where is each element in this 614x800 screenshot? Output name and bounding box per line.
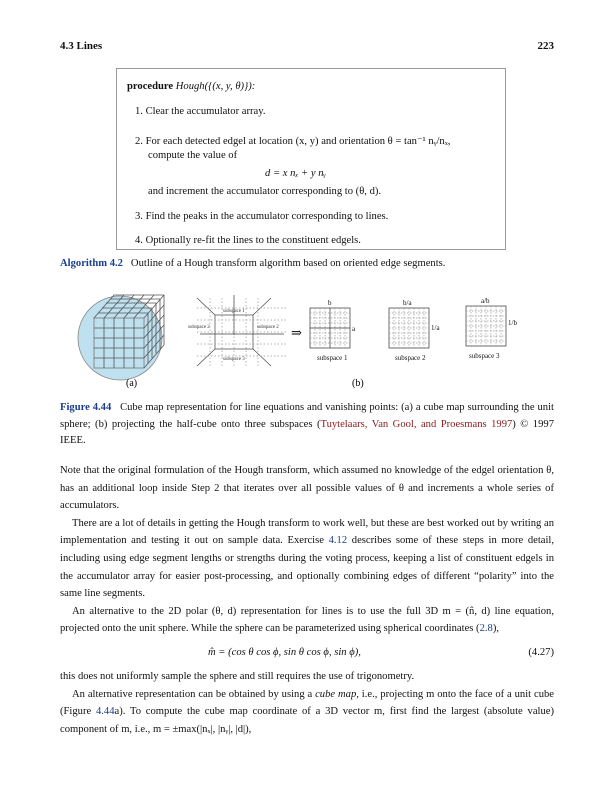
equation-link[interactable]: 2.8 [479, 623, 493, 635]
figure-4-44 [60, 290, 560, 390]
label-a-over-b: a/b [481, 297, 490, 305]
figure-caption-text: Cube map representation for line equations and vanishing points: (a) a cube map surrounding the unit sphere; (b) projecting the half-cube onto three subspaces ( [60, 402, 554, 430]
label-a: a [352, 325, 356, 333]
step-2-equation: d = x nₓ + y nᵧ [265, 168, 326, 179]
algorithm-label: Algorithm 4.2 [60, 258, 123, 269]
exercise-link[interactable]: 4.12 [328, 535, 348, 547]
paragraph-5 [60, 686, 554, 739]
p5-text-b: , i.e., projecting m onto the face of a unit cube (Figure [60, 688, 555, 718]
p3-text-a: An alternative to the 2D polar (θ, d) representation for lines is to use the full 3D m = (n̂, d) line equation, projected onto the unit sphere. While the sphere can be parameterized using spherical coordinates ( [60, 605, 554, 635]
subspace-1-label: subspace 1 [317, 354, 348, 362]
label-b-over-a: b/a [403, 299, 412, 307]
subspace-3-label: subspace 3 [469, 352, 500, 360]
figure-caption [60, 400, 554, 450]
step-2-increment: and increment the accumulator corresponding to (θ, d). [148, 186, 382, 197]
p5-text-a: An alternative representation can be obtained by using a [72, 688, 316, 700]
label-b: b [328, 299, 332, 307]
cube-map-illustration [78, 295, 164, 380]
label-1-over-b: 1/b [508, 319, 517, 327]
center-subspace2-right: subspace 2 [257, 325, 279, 330]
page-number: 223 [537, 40, 554, 52]
subspace-2-label: subspace 2 [395, 354, 426, 362]
subspace-grids [310, 306, 506, 348]
body-text [60, 462, 554, 738]
half-cube-projection [197, 295, 287, 366]
citation-link[interactable]: Tuytelaars, Van Gool, and Proesmans 1997 [320, 418, 513, 430]
paragraph-2 [60, 515, 554, 603]
equation-4-27 [60, 638, 554, 668]
panel-b-label: (b) [352, 378, 364, 389]
step-2: 2. For each detected edgel at location (x, y) and orientation θ = tan⁻¹ nᵧ/nₓ, [135, 136, 451, 147]
p3-text-b: ), [492, 623, 500, 635]
step-3: 3. Find the peaks in the accumulator corresponding to lines. [135, 211, 389, 222]
step-4: 4. Optionally re-fit the lines to the constituent edgels. [135, 235, 361, 246]
cube-map-term: cube map [315, 688, 357, 700]
figure-caption-end: ) © 1997 IEEE. [60, 418, 554, 446]
algorithm-box [116, 68, 506, 250]
procedure-header [127, 81, 255, 92]
p5-text-c: a). To compute the cube map coordinate of a 3D vector m, first find the largest (absolute value) component of m, i.e., m = ±max(|nₓ|, |nᵧ|, |d|), [60, 706, 554, 735]
figure-label: Figure 4.44 [60, 402, 112, 413]
label-1-over-a: 1/a [431, 324, 440, 332]
paragraph-3 [60, 603, 554, 638]
center-subspace1-label: subspace 1 [223, 309, 245, 314]
paragraph-1: Note that the original formulation of the Hough transform, which assumed no knowledge of the edgel orientation θ, has an additional loop inside Step 2 that iterates over all possible values of θ and increments a whole series of accumulators. [60, 465, 554, 512]
figure-link[interactable]: 4.44 [95, 706, 115, 718]
procedure-name: Hough [175, 81, 205, 92]
running-header-section: 4.3 Lines [60, 40, 103, 52]
center-subspace2-left: subspace 2 [188, 325, 210, 330]
step-1: 1. Clear the accumulator array. [135, 106, 266, 117]
p2-text-a: There are a lot of details in getting the Hough transform to work well, but these are best worked out by writing an implementation and testing it out on sample data. Exercise [60, 517, 554, 547]
algorithm-caption [60, 258, 445, 269]
step-2-cont: compute the value of [148, 150, 238, 161]
procedure-keyword: procedure [127, 81, 174, 92]
equation: m̂ = (cos θ cos ϕ, sin θ cos ϕ, sin ϕ), [208, 646, 361, 658]
procedure-args: ({(x, y, θ)}): [204, 81, 256, 92]
equation-number: (4.27) [528, 646, 554, 658]
center-subspace3-label: subspace 3 [223, 357, 245, 362]
algorithm-caption-text: Outline of a Hough transform algorithm based on oriented edge segments. [130, 258, 446, 269]
p2-text-b: describes some of these steps in more detail, including using edge segment lengths or strengths during the voting process, keeping a list of constituent edgels in the accumulator array for easier post-processing, and optionally combining edges of different “polarity” into the same line segments. [60, 535, 555, 600]
arrow-icon: ⇒ [291, 325, 302, 340]
paragraph-4: this does not uniformly sample the sphere and still requires the use of trigonometry. [60, 670, 415, 682]
panel-a-label: (a) [126, 378, 138, 389]
